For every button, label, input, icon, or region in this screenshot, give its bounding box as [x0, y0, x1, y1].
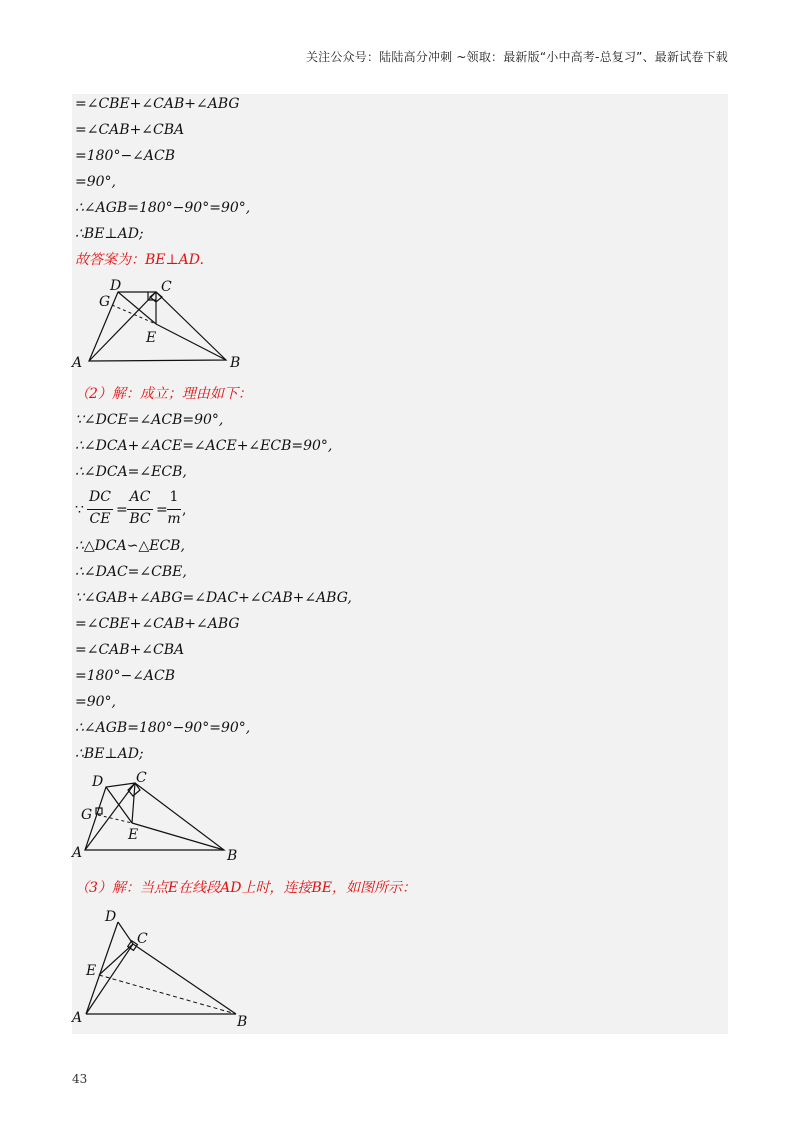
- math-line: ∴△DCA∽△ECB,: [75, 538, 185, 554]
- fig2-label-g: G: [81, 807, 93, 823]
- math-line: =∠CBE+∠CAB+∠ABG: [75, 616, 240, 632]
- math-line: =180°−∠ACB: [75, 148, 176, 164]
- math-line: ∵∠DCE=∠ACB=90°,: [75, 412, 224, 428]
- math-line: =90°,: [75, 694, 116, 710]
- fig3-dashed-eb: [99, 975, 236, 1014]
- fig3-label-a: A: [72, 1010, 83, 1026]
- fig3-label-b: B: [237, 1014, 248, 1030]
- math-line: =∠CBE+∠CAB+∠ABG: [75, 96, 240, 112]
- fig1-label-a: A: [72, 355, 83, 371]
- fig2-label-d: D: [92, 774, 104, 790]
- math-line: =∠CAB+∠CBA: [75, 642, 185, 658]
- math-line: ∵∠GAB+∠ABG=∠DAC+∠CAB+∠ABG,: [75, 590, 352, 606]
- math-line: ∴∠DAC=∠CBE,: [75, 564, 187, 580]
- math-line: =90°,: [75, 174, 116, 190]
- page-header: 关注公众号：陆陆高分冲刺 ~领取：最新版“小中高考-总复习”、最新试卷下载: [305, 50, 728, 64]
- fig1-label-c: C: [161, 279, 172, 295]
- fig2-label-b: B: [227, 848, 238, 864]
- fig2-line-ce: [132, 783, 135, 823]
- fig2-line-eb: [132, 823, 224, 850]
- math-line: ∴∠AGB=180°−90°=90°,: [75, 720, 251, 736]
- fig1-line-eb: [156, 324, 226, 360]
- math-line: ∴BE⊥AD;: [75, 226, 144, 242]
- because-symbol: ∵: [75, 502, 84, 518]
- fig2-label-e: E: [128, 827, 139, 843]
- math-line: =180°−∠ACB: [75, 668, 176, 684]
- math-line: ∴∠DCA=∠ECB,: [75, 464, 187, 480]
- math-line: ∴BE⊥AD;: [75, 746, 144, 762]
- fig1-label-d: D: [110, 278, 122, 294]
- fig3-line-cb: [133, 944, 236, 1014]
- part-2-heading: （2）解：成立；理由如下：: [75, 386, 252, 402]
- fraction-line: ∵ DC CE = AC BC = 1 m ,: [75, 489, 187, 527]
- fig3-line-ac: [86, 944, 133, 1014]
- fig3-label-c: C: [137, 931, 148, 947]
- fig3-line-dc: [118, 922, 133, 944]
- fig3-label-e: E: [86, 963, 97, 979]
- figure-2: [70, 768, 260, 868]
- fig1-label-e: E: [146, 330, 157, 346]
- math-line: ∴∠DCA+∠ACE=∠ACE+∠ECB=90°,: [75, 438, 333, 454]
- fig2-label-a: A: [72, 845, 83, 861]
- figure-1: [70, 278, 260, 373]
- math-line: ∴∠AGB=180°−90°=90°,: [75, 200, 251, 216]
- fig1-label-g: G: [99, 294, 111, 310]
- math-line: =∠CAB+∠CBA: [75, 122, 185, 138]
- fig3-label-d: D: [105, 909, 117, 925]
- fig2-label-c: C: [136, 770, 147, 786]
- part-3-heading: （3）解：当点E在线段AD上时，连接BE，如图所示：: [75, 880, 416, 896]
- fig1-label-b: B: [230, 355, 241, 371]
- figure-3: [70, 904, 260, 1032]
- page-number: 43: [72, 1072, 88, 1086]
- answer-line: 故答案为：BE⊥AD.: [75, 252, 204, 268]
